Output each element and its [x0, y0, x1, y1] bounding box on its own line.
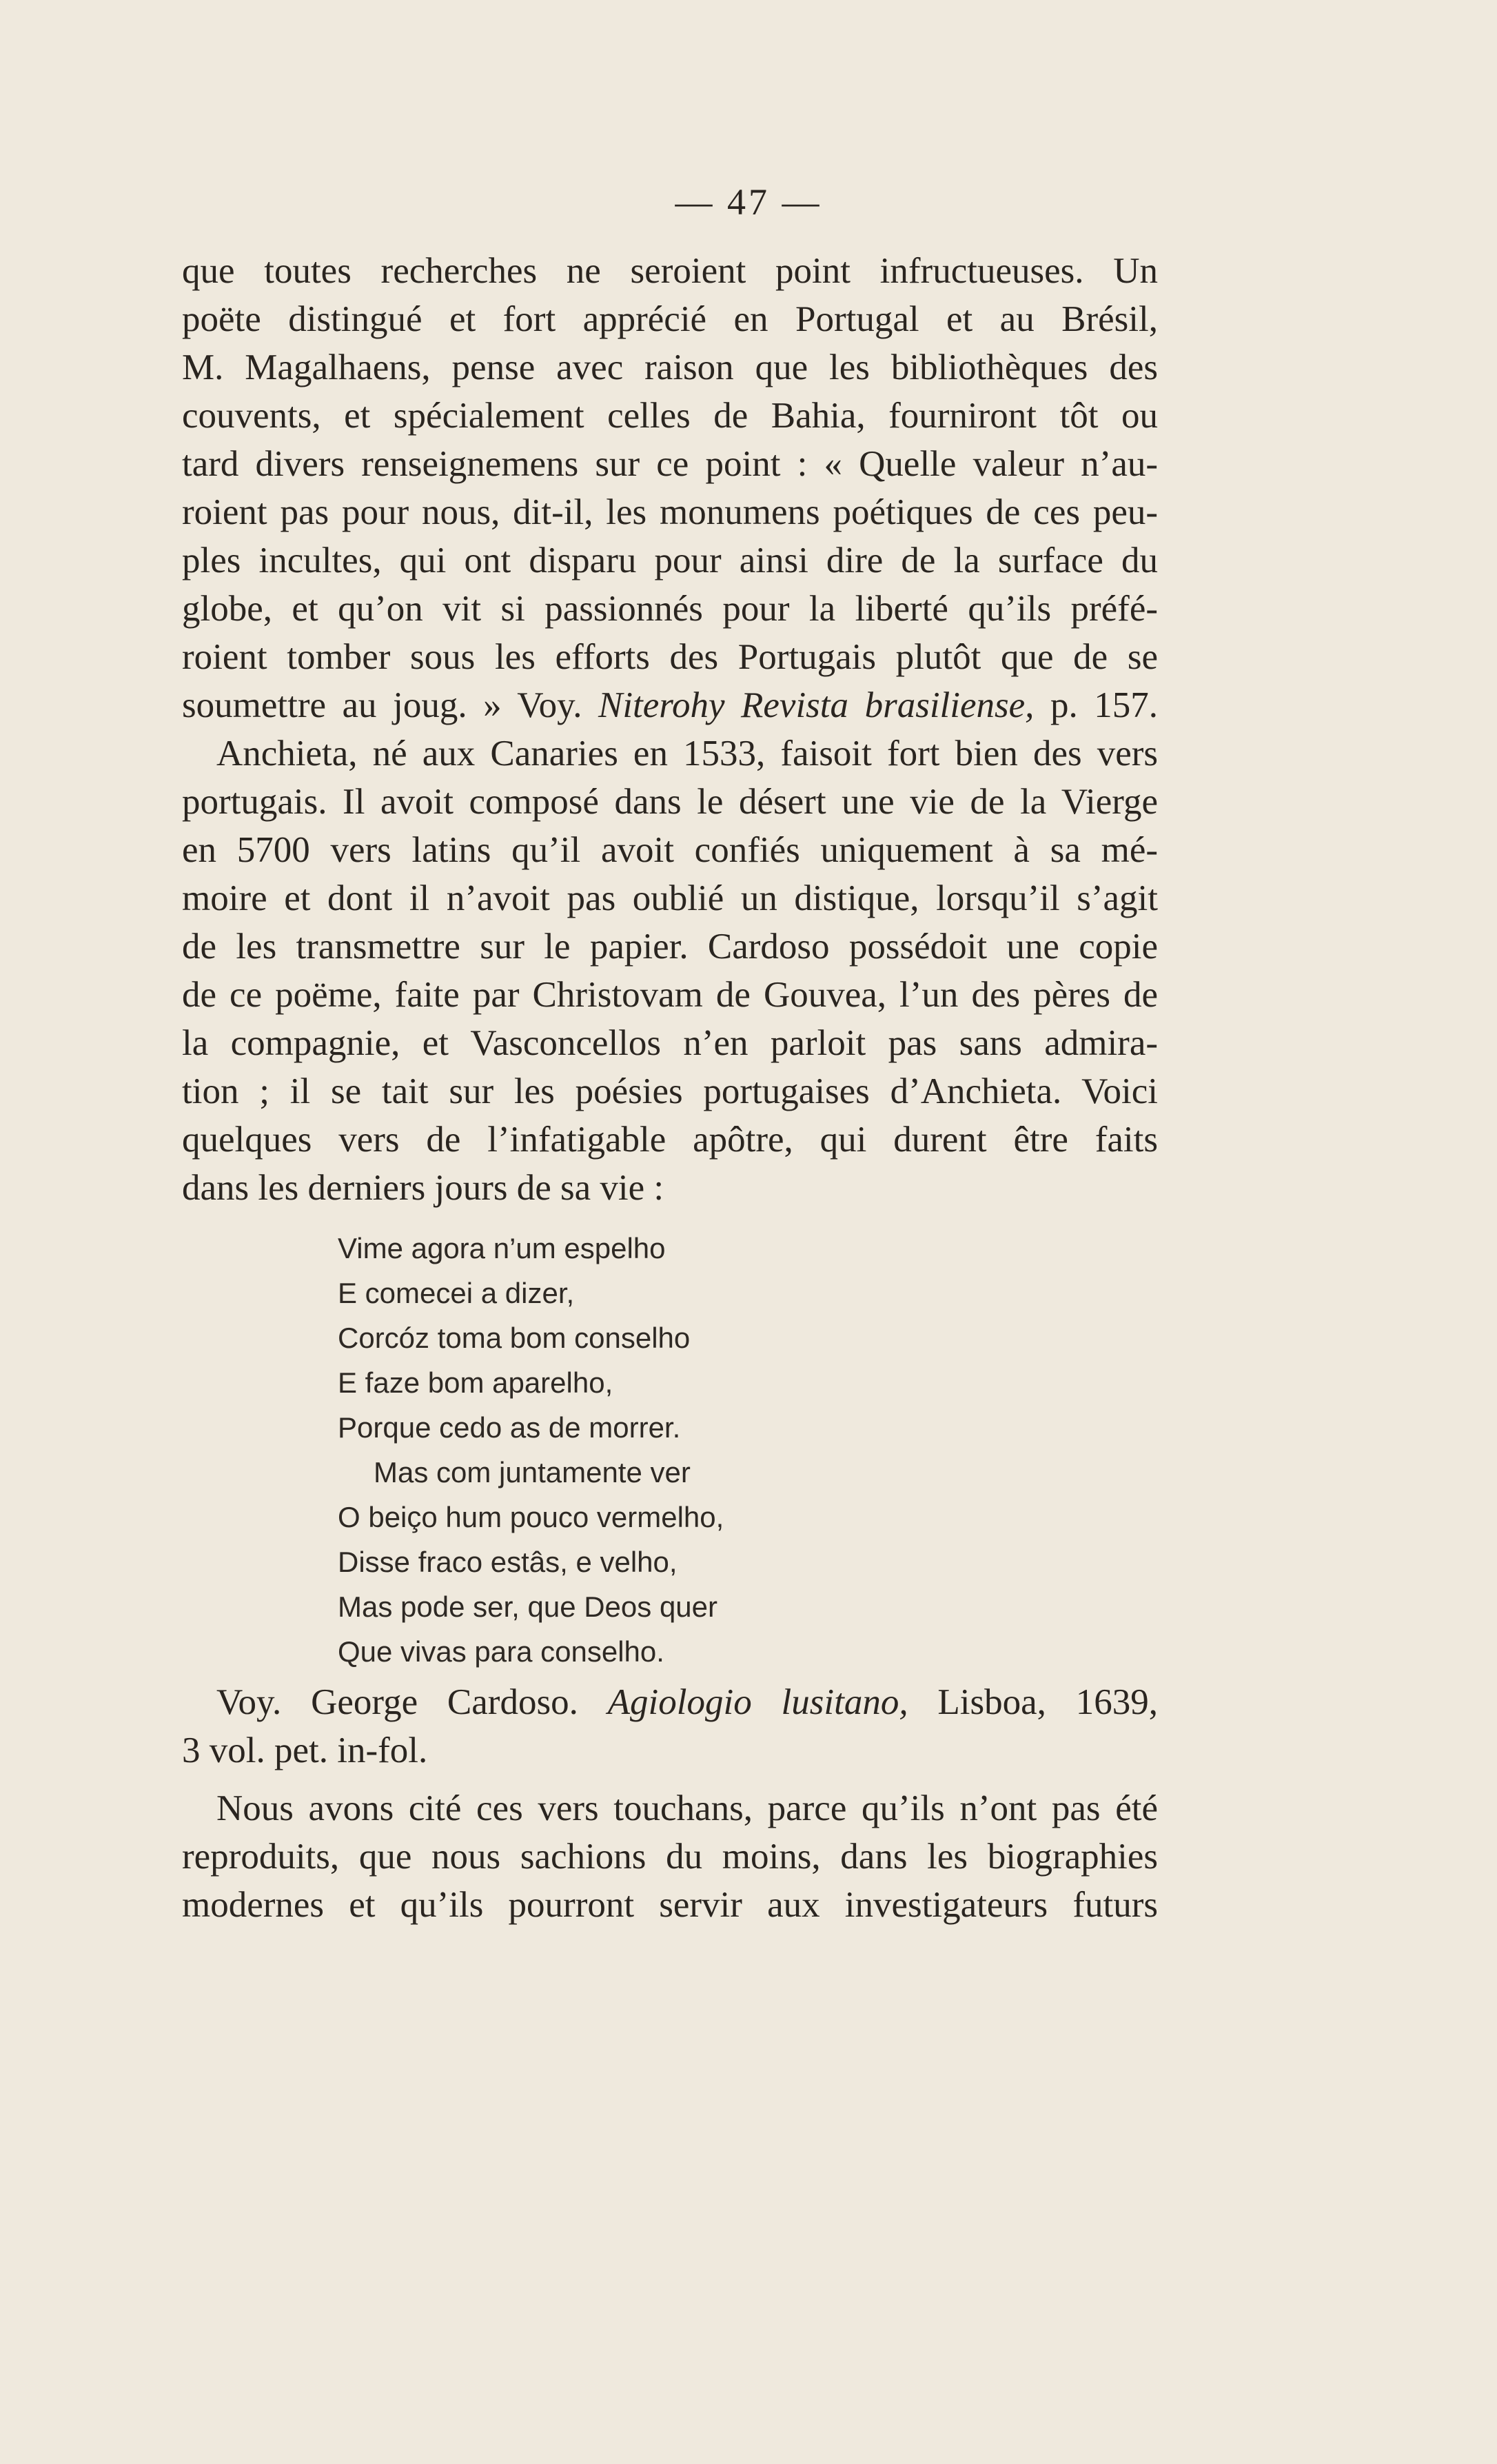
verse-line: Porque cedo as de morrer.	[338, 1411, 681, 1444]
text-line	[182, 681, 1158, 729]
paragraph-2	[182, 729, 1158, 1212]
text-line: de ce poëme, faite par Christovam de Gouvea, l’un des pères de	[182, 975, 1158, 1015]
text-line: globe, et qu’on vit si passionnés pour la liberté qu’ils préfé-	[182, 589, 1158, 629]
verse-line: Mas com juntamente ver	[374, 1456, 691, 1488]
text-line: reproduits, que nous sachions du moins, dans les biographies	[182, 1837, 1158, 1877]
text-run: Voy. George Cardoso.	[216, 1682, 608, 1722]
text-run: soumettre au joug. » Voy.	[182, 685, 598, 725]
text-line: poëte distingué et fort apprécié en Portugal et au Brésil,	[182, 299, 1158, 339]
text-line: roient pas pour nous, dit-il, les monumens poétiques de ces peu-	[182, 492, 1158, 532]
journal-title: Niterohy Revista brasiliense,	[598, 685, 1035, 725]
text-line: portugais. Il avoit composé dans le désert une vie de la Vierge	[182, 782, 1158, 822]
text-line: ples incultes, qui ont disparu pour ainsi dire de la surface du	[182, 541, 1158, 580]
verse-line: Que vivas para conselho.	[338, 1635, 664, 1668]
text-run: p. 157.	[1034, 685, 1158, 725]
poem-verse	[338, 1226, 724, 1674]
text-line: tion ; il se tait sur les poésies portugaises d’Anchieta. Voici	[182, 1071, 1158, 1111]
text-line: Anchieta, né aux Canaries en 1533, faisoit fort bien des vers	[216, 734, 1158, 774]
text-line: dans les derniers jours de sa vie :	[182, 1168, 664, 1208]
text-line: la compagnie, et Vasconcellos n’en parloit pas sans admira-	[182, 1023, 1158, 1063]
book-title: Agiologio lusitano,	[607, 1682, 908, 1722]
verse-line: Vime agora n’um espelho	[338, 1232, 666, 1264]
text-run: Lisboa, 1639,	[908, 1682, 1158, 1722]
text-line: moire et dont il n’avoit pas oublié un distique, lorsqu’il s’agit	[182, 878, 1158, 918]
verse-line: O beiço hum pouco vermelho,	[338, 1501, 724, 1533]
verse-line: E comecei a dizer,	[338, 1277, 575, 1309]
text-line: modernes et qu’ils pourront servir aux investigateurs futurs	[182, 1885, 1158, 1925]
text-line: que toutes recherches ne seroient point infructueuses. Un	[182, 251, 1158, 291]
citation	[182, 1678, 1158, 1775]
text-line: en 5700 vers latins qu’il avoit confiés uniquement à sa mé-	[182, 830, 1158, 870]
paragraph-1	[182, 247, 1158, 729]
text-line: 3 vol. pet. in-fol.	[182, 1730, 428, 1770]
page-number: — 47 —	[675, 181, 822, 223]
text-line: M. Magalhaens, pense avec raison que les bibliothèques des	[182, 347, 1158, 387]
verse-line: Corcóz toma bom conselho	[338, 1322, 691, 1354]
verse-line: Disse fraco estâs, e velho,	[338, 1546, 678, 1578]
paragraph-3	[182, 1784, 1158, 1929]
verse-line: Mas pode ser, que Deos quer	[338, 1591, 718, 1623]
verse-line: E faze bom aparelho,	[338, 1366, 613, 1399]
text-line: tard divers renseignemens sur ce point : « Quelle valeur n’au-	[182, 444, 1158, 484]
text-line: couvents, et spécialement celles de Bahia, fourniront tôt ou	[182, 396, 1158, 436]
text-line: roient tomber sous les efforts des Portugais plutôt que de se	[182, 637, 1158, 677]
text-line: quelques vers de l’infatigable apôtre, qui durent être faits	[182, 1120, 1158, 1160]
text-line: Nous avons cité ces vers touchans, parce qu’ils n’ont pas été	[216, 1788, 1158, 1828]
text-line	[182, 1678, 1158, 1726]
text-line: de les transmettre sur le papier. Cardoso possédoit une copie	[182, 927, 1158, 967]
